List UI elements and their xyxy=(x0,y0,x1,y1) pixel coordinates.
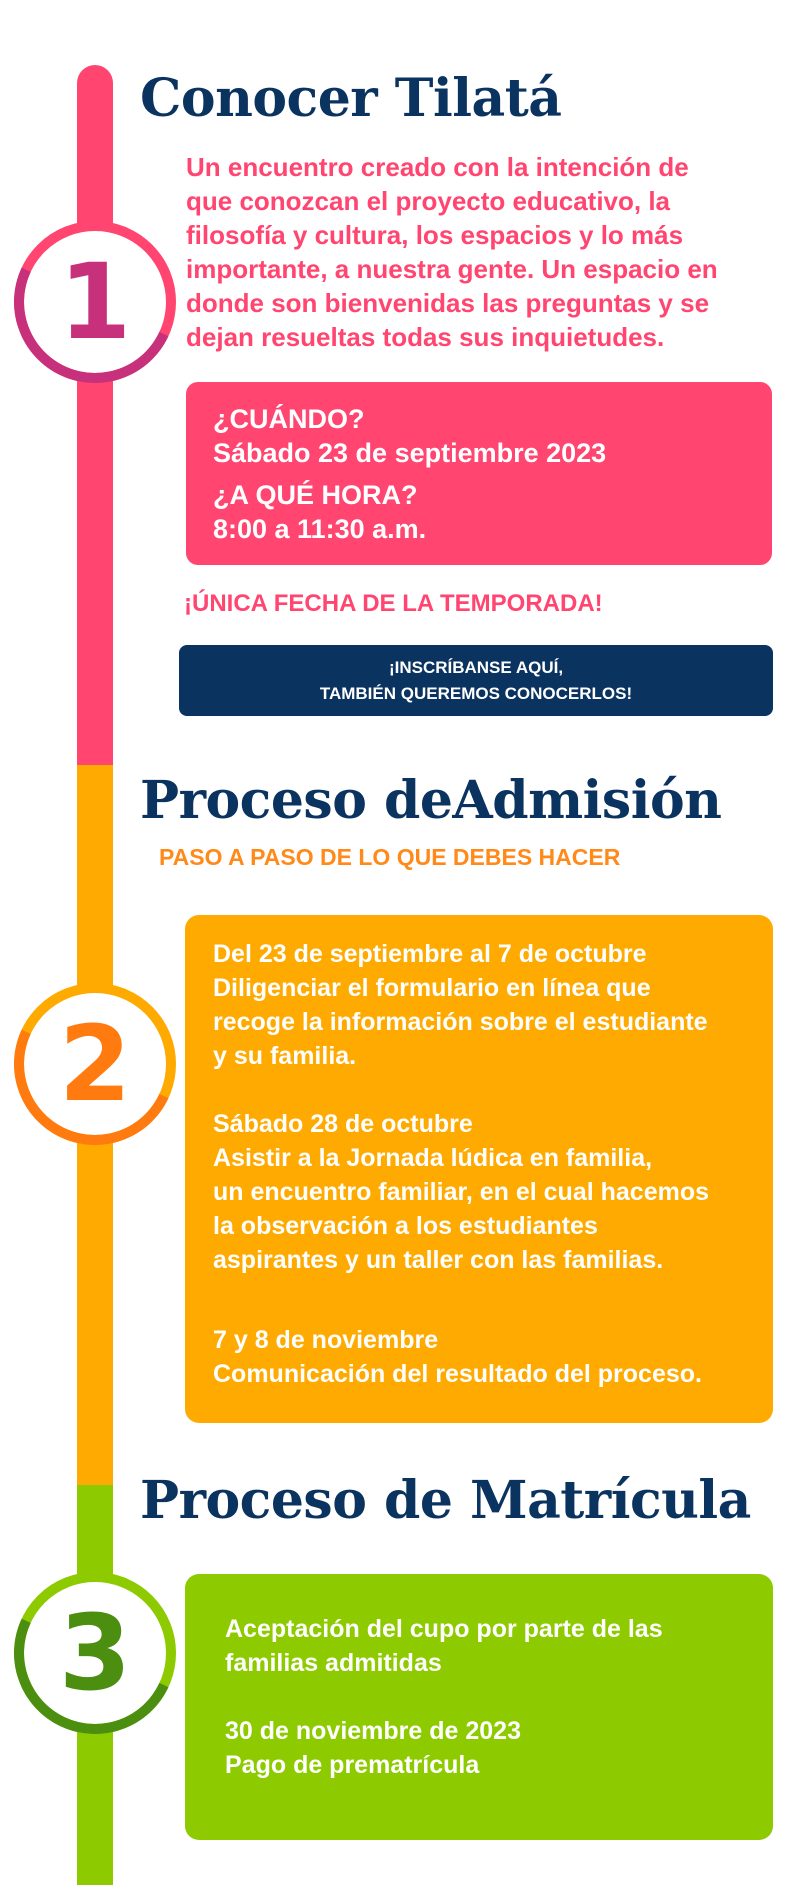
admission-step-date: 7 y 8 de noviembre xyxy=(213,1326,439,1354)
intro-line: que conozcan el proyecto educativo, la xyxy=(186,186,671,216)
intro-line: donde son bienvenidas las preguntas y se xyxy=(186,288,710,318)
admission-steps-card xyxy=(185,915,773,1423)
enrollment-step-date: 30 de noviembre de 2023 xyxy=(225,1717,521,1745)
admission-step-text: recoge la información sobre el estudiante xyxy=(213,1008,708,1036)
enrollment-card xyxy=(185,1574,773,1840)
time-label: ¿A QUÉ HORA? xyxy=(213,480,418,510)
step-1-number: 1 xyxy=(58,241,132,363)
step-2-subtitle: PASO A PASO DE LO QUE DEBES HACER xyxy=(159,844,621,870)
enrollment-step-block xyxy=(225,1612,733,1680)
event-info-box xyxy=(186,382,772,565)
register-button[interactable] xyxy=(179,645,773,716)
admission-step-text: Asistir a la Jornada lúdica en familia, xyxy=(213,1144,653,1172)
admission-step-date: Del 23 de septiembre al 7 de octubre xyxy=(213,940,647,968)
step-1-title: Conocer Tilatá xyxy=(140,68,562,129)
enrollment-step-text: Pago de prematrícula xyxy=(225,1751,480,1779)
step-2-title: Proceso deAdmisión xyxy=(140,770,722,831)
register-button-line-1: ¡INSCRÍBANSE AQUÍ, xyxy=(388,657,564,677)
timeline-segment-1 xyxy=(77,65,113,765)
unique-date-notice: ¡ÚNICA FECHA DE LA TEMPORADA! xyxy=(184,590,603,617)
step-2-number: 2 xyxy=(58,1003,132,1125)
admission-step-block xyxy=(213,1107,745,1277)
step-3-circle xyxy=(14,1572,176,1734)
admission-step-text: un encuentro familiar, en el cual hacemos xyxy=(213,1178,709,1206)
intro-line: dejan resueltas todas sus inquietudes. xyxy=(186,322,665,352)
intro-line: importante, a nuestra gente. Un espacio en xyxy=(186,254,718,284)
step-2-circle xyxy=(14,983,176,1145)
intro-line: Un encuentro creado con la intención de xyxy=(186,152,689,182)
admission-step-text: y su familia. xyxy=(213,1042,357,1070)
register-button-line-2: TAMBIÉN QUEREMOS CONOCERLOS! xyxy=(319,683,633,703)
enrollment-step-text: Aceptación del cupo por parte de las xyxy=(225,1615,663,1643)
when-value: Sábado 23 de septiembre 2023 xyxy=(213,438,607,468)
admission-step-text: Diligenciar el formulario en línea que xyxy=(213,974,651,1002)
enrollment-step-text: familias admitidas xyxy=(225,1649,442,1677)
intro-line: filosofía y cultura, los espacios y lo más xyxy=(186,220,684,250)
admission-step-block xyxy=(213,937,745,1073)
time-value: 8:00 a 11:30 a.m. xyxy=(213,514,427,544)
step-1-circle xyxy=(14,221,176,383)
step-3-title: Proceso de Matrícula xyxy=(140,1470,751,1531)
admission-step-text: Comunicación del resultado del proceso. xyxy=(213,1360,702,1388)
step-1-intro xyxy=(186,150,776,354)
admission-step-text: aspirantes y un taller con las familias. xyxy=(213,1246,664,1274)
admission-step-text: la observación a los estudiantes xyxy=(213,1212,598,1240)
admission-step-date: Sábado 28 de octubre xyxy=(213,1110,473,1138)
when-label: ¿CUÁNDO? xyxy=(213,404,365,434)
step-3-number: 3 xyxy=(58,1592,132,1714)
admission-step-block xyxy=(213,1323,745,1391)
enrollment-step-block xyxy=(225,1714,733,1782)
